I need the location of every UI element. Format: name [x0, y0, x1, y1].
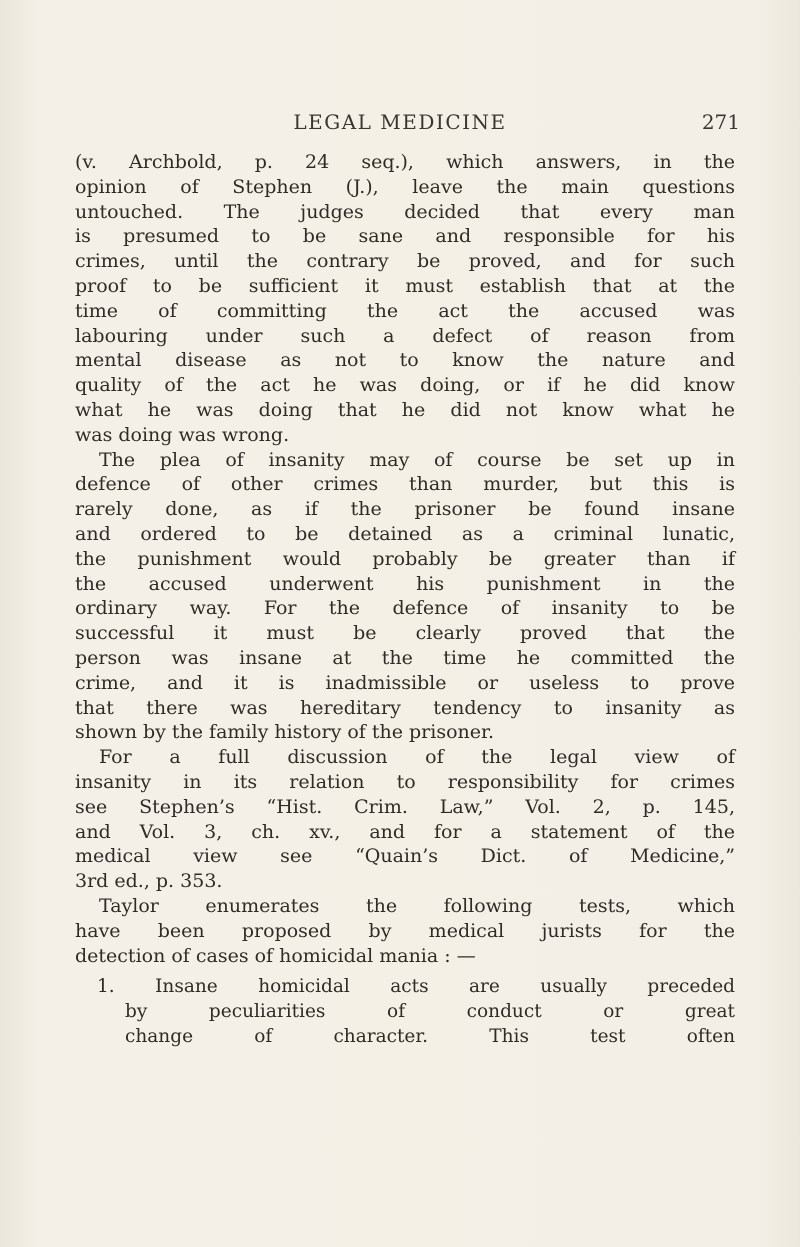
text-line: defence of other crimes than murder, but this is	[75, 473, 735, 496]
running-head: LEGAL MEDICINE	[293, 110, 507, 134]
text-line: medical view see “Quain’s Dict. of Medicine,”	[75, 845, 735, 868]
text-line: have been proposed by medical jurists for the	[75, 919, 735, 942]
text-line: crime, and it is inadmissible or useless to prove	[75, 671, 735, 694]
text-line: detection of cases of homicidal mania : —	[75, 944, 476, 967]
text-line: rarely done, as if the prisoner be found insane	[75, 498, 735, 521]
page-number: 271	[701, 110, 740, 134]
text-line: successful it must be clearly proved that the	[75, 622, 735, 645]
text-line: was doing was wrong.	[75, 423, 290, 446]
text-line: and Vol. 3, ch. xv., and for a statement of the	[75, 820, 735, 843]
paragraph	[75, 150, 735, 448]
text-line: opinion of Stephen (J.), leave the main questions	[75, 175, 735, 198]
text-line: mental disease as not to know the nature and	[75, 349, 735, 372]
text-line: the accused underwent his punishment in the	[75, 572, 735, 595]
text-line: For a full discussion of the legal view of	[99, 746, 735, 769]
text-line: and ordered to be detained as a criminal lunatic,	[75, 522, 735, 545]
list-item	[75, 975, 735, 1049]
text-line: proof to be sufficient it must establish that at the	[75, 274, 735, 297]
text-line: quality of the act he was doing, or if he did know	[75, 374, 735, 397]
text-line: crimes, until the contrary be proved, and for such	[75, 250, 735, 273]
text-line: (v. Archbold, p. 24 seq.), which answers, in the	[75, 151, 735, 173]
text-line: what he was doing that he did not know what he	[75, 398, 735, 421]
text-line: see Stephen’s “Hist. Crim. Law,” Vol. 2, p. 145,	[75, 795, 735, 818]
text-line: The plea of insanity may of course be set up in	[99, 448, 735, 471]
text-line: labouring under such a defect of reason from	[75, 324, 735, 347]
text-line: 1. Insane homicidal acts are usually preceded	[97, 976, 735, 998]
text-line: insanity in its relation to responsibility for crimes	[75, 770, 735, 793]
paragraph	[75, 448, 735, 746]
text-line: change of character. This test often	[125, 1025, 735, 1047]
text-line: time of committing the act the accused was	[75, 299, 735, 322]
text-line: is presumed to be sane and responsible for his	[75, 225, 735, 248]
text-line: the punishment would probably be greater than if	[75, 547, 735, 570]
paragraph	[75, 745, 735, 894]
text-line: 3rd ed., p. 353.	[75, 870, 223, 893]
text-line: person was insane at the time he committed the	[75, 646, 735, 669]
text-line: that there was hereditary tendency to insanity as	[75, 696, 735, 719]
body-text	[75, 150, 735, 1050]
paragraph	[75, 894, 735, 968]
numbered-list	[75, 975, 735, 1049]
text-line: shown by the family history of the prisoner.	[75, 721, 495, 744]
text-line: untouched. The judges decided that every man	[75, 200, 735, 223]
text-line: by peculiarities of conduct or great	[125, 1001, 735, 1023]
page-header	[0, 110, 800, 140]
text-line: Taylor enumerates the following tests, which	[99, 894, 735, 917]
text-line: ordinary way. For the defence of insanity to be	[75, 597, 735, 620]
